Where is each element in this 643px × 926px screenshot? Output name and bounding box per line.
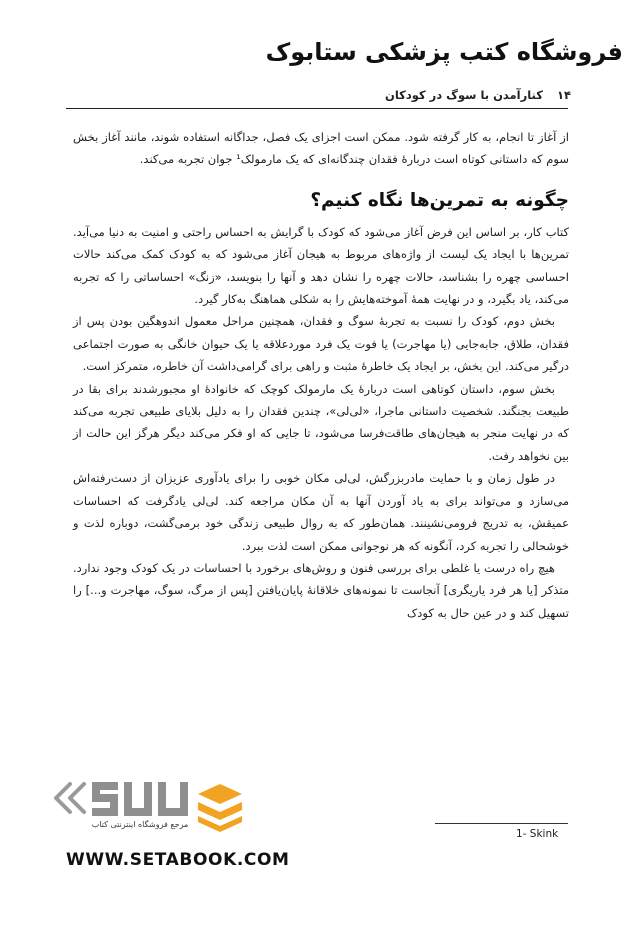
section-heading: چگونه به تمرین‌ها نگاه کنیم؟	[310, 189, 569, 211]
body-paragraph-3: بخش سوم، داستان کوتاهی است دربارهٔ یک مارمولک کوچک که خانوادهٔ او مجبورشدند برای بقا در طبیعت بجنگند. شخصیت داستانی ماجرا، «لی‌لی»، چندین فقدان را به دلیل بلایای طبیعی تجربه می‌کند که در نهایت منجر به هیجان‌های طاقت‌فرسا می‌شود، تا جایی که او فکر می‌کند دیگر هرگز این حالت از بین نخواهد رفت.	[73, 381, 569, 463]
running-head	[71, 88, 571, 102]
footnote: 1- Skink	[516, 828, 559, 840]
logo-tagline: مرجع فروشگاه اینترنتی کتاب	[91, 820, 189, 829]
footnote-divider	[435, 823, 568, 824]
page-number: ۱۴	[556, 88, 571, 102]
chapter-title: کنارآمدن با سوگ در کودکان	[385, 88, 543, 102]
body-paragraph-2: بخش دوم، کودک را نسبت به تجربهٔ سوگ و فقدان، همچنین مراحل معمول اندوهگین بودن پس از فقدان، طلاق، جابه‌جایی (یا مهاجرت) یا فوت یک فرد موردعلاقه یا یک حیوان خانگی به صورت اجتماعی درگیر می‌کند. این بخش، بر ایجاد یک خاطرهٔ مثبت و راهی برای گرامی‌داشت آن خاطره، متمرکز است.	[73, 314, 569, 374]
body-paragraph-5: هیچ راه درست یا غلطی برای بررسی فنون و روش‌های برخورد با احساسات در یک کودک وجود ندارد. متذکر [یا هر فرد یاریگری] آنجاست تا نمونه‌های خلاقانهٔ پایان‌یافتن [پس از مرگ، سوگ، مهاجرت و...] را تسهیل کند و در عین حال به کودک	[73, 560, 569, 620]
body-paragraph-4: در طول زمان و با حمایت مادربزرگش، لی‌لی مکان خوبی را برای یادآوری عزیزان از دست‌رفته‌اش می‌سازد و می‌تواند برای به یاد آوردن آنها به آن مکان مراجعه کند. لی‌لی یادگرفت که احساسات عمیقش، به تدریج فرومی‌نشینند. همان‌طور که به روال طبیعی زندگی خود برمی‌گشت، دوباره لذت و خوشحالی را تجربه کرد، آنگونه که هر نوجوانی ممکن است لذت ببرد.	[73, 471, 569, 553]
store-title: فروشگاه کتب پزشکی ستابوک	[265, 38, 623, 66]
body-paragraph-1: کتاب کار، بر اساس این فرض آغاز می‌شود که کودک با گرایش به احساس راحتی و امنیت به دنیا می‌آید. تمرین‌ها با ایجاد یک لیست از واژه‌های مربوط به هیجان آغاز می‌شود که به کودک کمک می‌کند حالات احساسی چهره را بشناسد، حالات چهره را نشان دهد و آنها را بنویسد، «زنگ» احساساتی را که تجربه می‌کند، یاد بگیرد، و در نهایت همهٔ آموخته‌هایش را به شکلی هماهنگ به‌کار گیرد.	[73, 224, 569, 307]
header-divider	[66, 108, 568, 109]
intro-paragraph: از آغاز تا انجام، به کار گرفته شود. ممکن است اجزای یک فصل، جداگانه استفاده شوند، مانند آغاز بخش سوم که داستانی کوتاه است دربارهٔ فقدان چندگانه‌ای که یک مارمولک¹ جوان تجربه می‌کند.	[73, 130, 569, 167]
page-body	[73, 126, 569, 624]
website-url[interactable]: WWW.SETABOOK.COM	[66, 850, 290, 870]
